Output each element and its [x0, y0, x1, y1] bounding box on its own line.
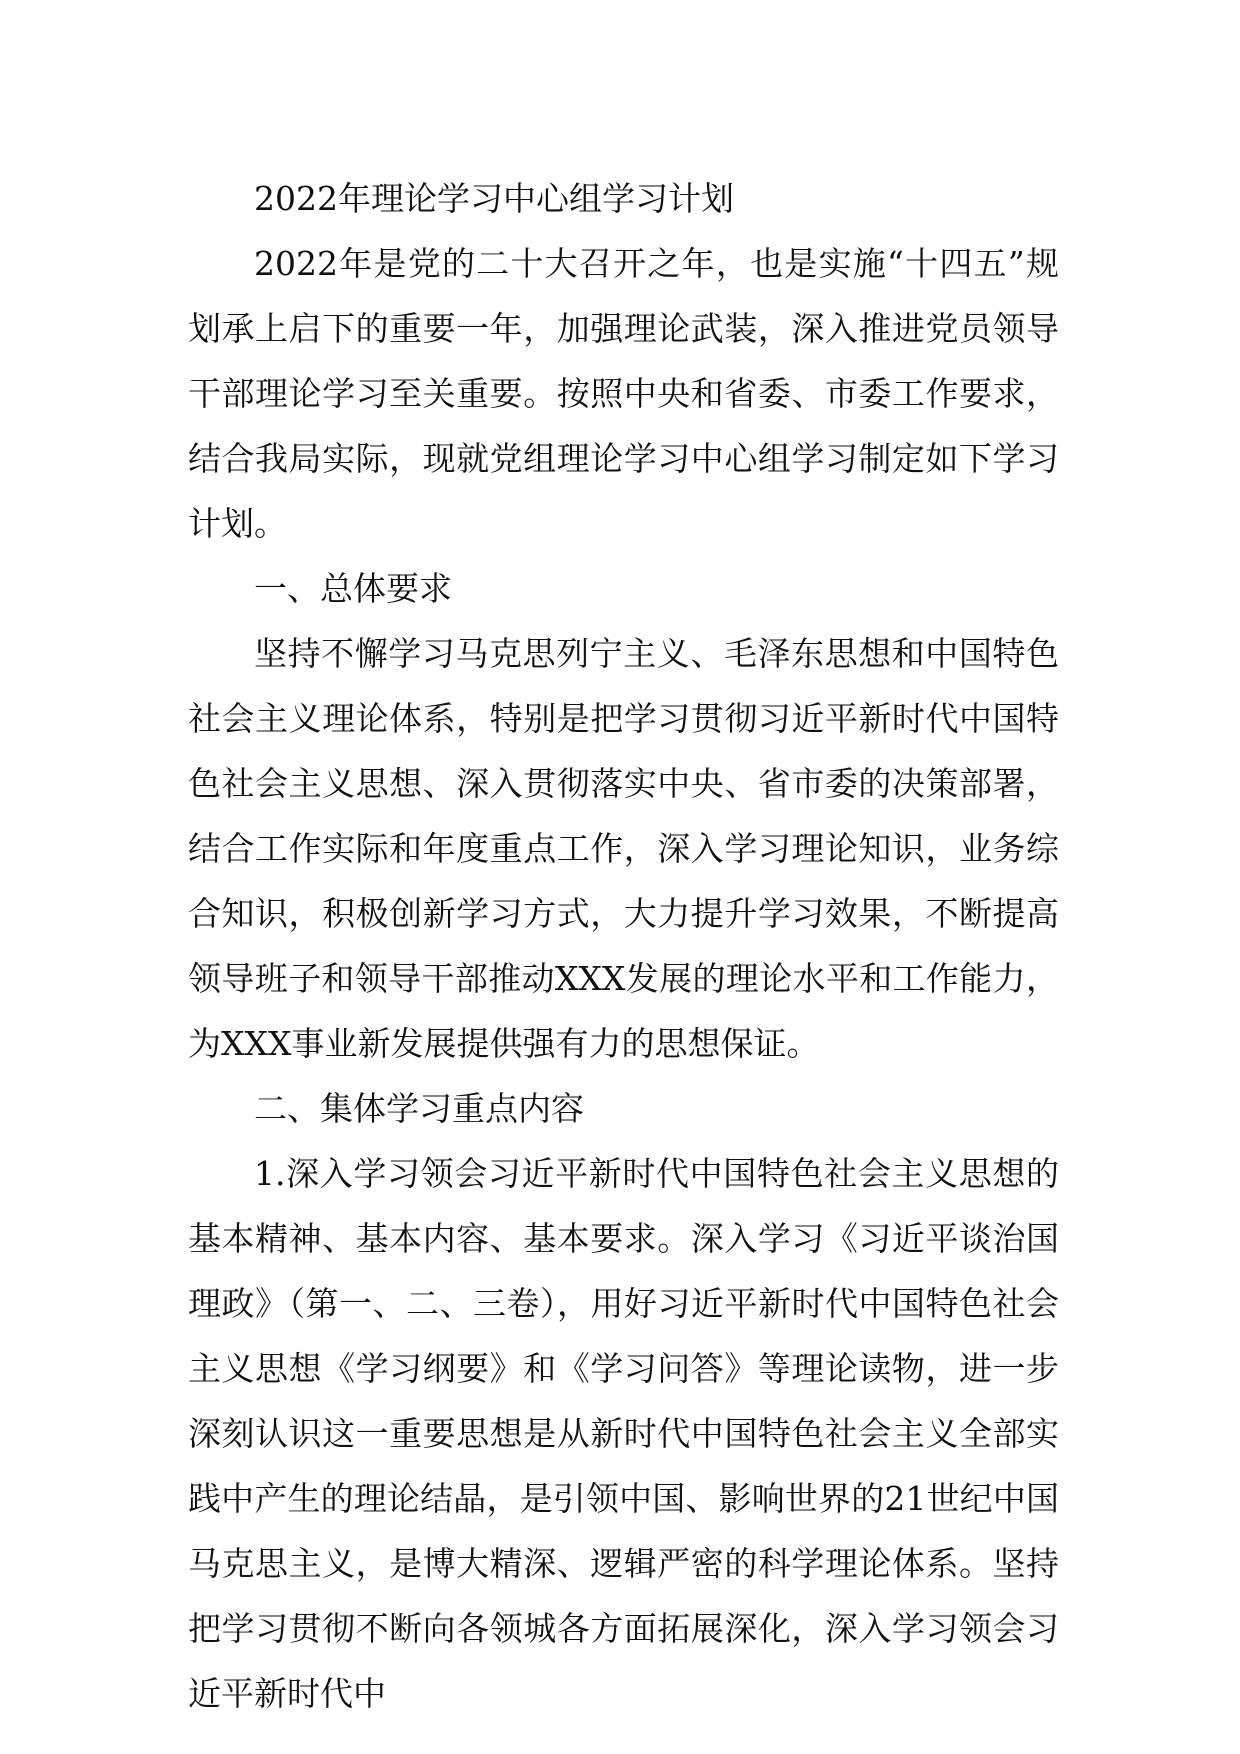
section-heading-collective-study: 二、集体学习重点内容	[254, 1089, 584, 1128]
document-body	[188, 166, 1059, 1726]
section-heading-general-requirements: 一、总体要求	[254, 569, 452, 608]
document-title: 2022年理论学习中心组学习计划	[254, 179, 734, 218]
general-requirements-paragraph: 坚持不懈学习马克思列宁主义、毛泽东思想和中国特色社会主义理论体系，特别是把学习贯彻习近平新时代中国特色社会主义思想、深入贯彻落实中央、省市委的决策部署，结合工作实际和年度重点工作，深入学习理论知识，业务综合知识，积极创新学习方式，大力提升学习效果，不断提高领导班子和领导干部推动XXX发展的理论水平和工作能力，为XXX事业新发展提供强有力的思想保证。	[188, 634, 1059, 1063]
intro-paragraph: 2022年是党的二十大召开之年，也是实施“十四五”规划承上启下的重要一年，加强理论武装，深入推进党员领导干部理论学习至关重要。按照中央和省委、市委工作要求，结合我局实际，现就党组理论学习中心组学习制定如下学习计划。	[188, 244, 1059, 543]
collective-study-item-1: 1.深入学习领会习近平新时代中国特色社会主义思想的基本精神、基本内容、基本要求。深入学习《习近平谈治国理政》（第一、二、三卷），用好习近平新时代中国特色社会主义思想《学习纲要》和《学习问答》等理论读物，进一步深刻认识这一重要思想是从新时代中国特色社会主义全部实践中产生的理论结晶，是引领中国、影响世界的21世纪中国马克思主义，是博大精深、逻辑严密的科学理论体系。坚持把学习贯彻不断向各领城各方面拓展深化，深入学习领会习近平新时代中	[188, 1154, 1059, 1713]
